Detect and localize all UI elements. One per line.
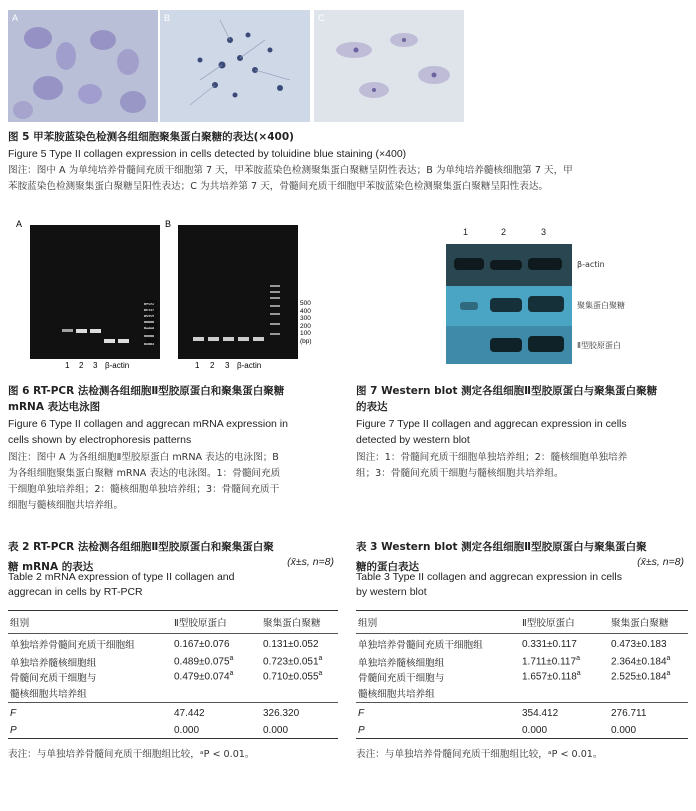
ladder-b-400: 400 [300, 307, 311, 315]
table2-r0-c1: 0.167±0.076 [174, 638, 230, 650]
table3-r2-c2-sup: a [666, 670, 671, 678]
fig6-caption-cn-1: 图 6 RT-PCR 法检测各组细胞Ⅱ型胶原蛋白和聚集蛋白聚糖 [8, 385, 285, 397]
table3-r2-group: 骨髓间充质干细胞与 [358, 672, 445, 684]
fig7-row-label-actin: β-actin [577, 260, 605, 269]
table3-title-cn-1: 表 3 Western blot 测定各组细胞Ⅱ型胶原蛋白与聚集蛋白聚 [356, 541, 647, 553]
table2-col-2: 聚集蛋白聚糖 [263, 618, 321, 629]
fig5-note-line1: 图注：图中 A 为单纯培养骨髓间充质干细胞第 7 天，甲苯胺蓝染色检测聚集蛋白聚糖呈阴性表达；B 为单纯培养髓核细胞第 7 天，甲 [8, 165, 573, 176]
table3-f1: 354.412 [522, 707, 559, 719]
table2-r1-c2: 0.723±0.051 [263, 656, 319, 668]
table3-f-row [356, 703, 688, 724]
fig7-blot [446, 244, 572, 364]
table3-r0-group: 单独培养骨髓间充质干细胞组 [358, 640, 483, 651]
table2-f2: 326.320 [263, 707, 300, 719]
fig6-ladder-b [300, 300, 312, 345]
ladder-b-300: 300 [300, 315, 311, 322]
fig6-note-1: 图注：图中 A 为各组细胞Ⅱ型胶原蛋白 mRNA 表达的电泳图；B [8, 452, 279, 463]
table3 [356, 540, 688, 762]
table-row [8, 654, 338, 669]
table2-footnote: 表注：与单独培养骨髓间充质干细胞组比较，ᵃP < 0.01。 [8, 749, 255, 760]
fig6-gel-a-image [30, 225, 160, 359]
table3-bottom-rule [356, 739, 688, 748]
fig7-note-1: 图注：1：骨髓间充质干细胞单独培养组；2：髓核细胞单独培养 [356, 452, 628, 463]
gel-a-lane-3: 3 [93, 361, 98, 370]
table3-r0-c1: 0.331±0.117 [522, 638, 577, 650]
fig7-row-label-collagen: Ⅱ型胶原蛋白 [577, 341, 621, 350]
fig5-panel-b-image [160, 10, 310, 122]
fig7-blot-image [446, 244, 572, 364]
table-row [356, 684, 688, 703]
table2-r2-group: 骨髓间充质干细胞与 [10, 672, 97, 684]
table3-p2: 0.000 [611, 725, 637, 736]
table2-header [8, 611, 338, 634]
gel-b-lane-1: 1 [195, 361, 200, 370]
table3-r1-c2-sup: a [666, 655, 671, 663]
gel-b-lane-2: 2 [210, 361, 215, 370]
table2-title-en-2: aggrecan in cells by RT-PCR [8, 586, 143, 598]
table3-r2-c2: 2.525±0.184 [611, 671, 667, 683]
table3-p-row [356, 723, 688, 739]
fig5-panel-b [160, 10, 310, 122]
fig6-panel-b-label: B [165, 219, 172, 229]
table-row [8, 634, 338, 655]
table-row [356, 669, 688, 684]
fig7-caption-cn-2: 的表达 [356, 401, 388, 413]
table3-p-label: P [358, 725, 365, 736]
table2-r1-c1: 0.489±0.075 [174, 656, 230, 668]
table2-r2-c1-sup: a [229, 670, 234, 678]
table2-r1-group: 单独培养髓核细胞组 [10, 657, 97, 669]
fig6-gel-a [30, 225, 160, 370]
gel-a-lane-actin: β-actin [105, 361, 130, 370]
fig6-caption-en-1: Figure 6 Type II collagen and aggrecan mRNA expression in [8, 418, 288, 430]
ladder-b-200: 200 [300, 322, 311, 330]
table3-grid [356, 610, 688, 747]
fig6-ladder-a [146, 300, 158, 345]
fig7-lane-3: 3 [541, 227, 547, 237]
fig6-gel-b [178, 225, 298, 370]
table2-r3-group: 髓核细胞共培养组 [10, 689, 87, 700]
table2-f-row [8, 703, 338, 724]
table3-r2-c1: 1.657±0.118 [522, 671, 577, 683]
table2-r0-group: 单独培养骨髓间充质干细胞组 [10, 640, 135, 651]
table2-bottom-rule [8, 739, 338, 748]
table3-f-label: F [358, 707, 365, 719]
table2-r1-c2-sup: a [318, 655, 323, 663]
fig7-caption-en-1: Figure 7 Type II collagen and aggrecan expression in cells [356, 418, 627, 430]
fig5-panel-a [8, 10, 158, 122]
table-row [356, 654, 688, 669]
table2 [8, 540, 338, 762]
fig6-caption-cn-2: mRNA 表达电泳图 [8, 401, 101, 413]
fig5-panel-a-label: A [12, 13, 19, 23]
fig6-caption-en-2: cells shown by electrophoresis patterns [8, 434, 192, 446]
table2-title-en-1: Table 2 mRNA expression of type II collagen and [8, 571, 235, 583]
ladder-a-400: 400 [146, 307, 157, 315]
ladder-a-300: 300 [146, 315, 157, 322]
table2-stat: (x̄±s, n=8) [287, 556, 334, 568]
fig7-lane-1: 1 [463, 227, 469, 237]
table2-r2-c2-sup: a [318, 670, 323, 678]
fig6-note-4: 细胞与髓核细胞共培养组。 [8, 500, 124, 511]
table3-r0-c2: 0.473±0.183 [611, 638, 667, 650]
table3-p1: 0.000 [522, 725, 548, 736]
table3-r2-c1-sup: a [576, 670, 581, 678]
fig7-caption-cn-1: 图 7 Western blot 测定各组细胞Ⅱ型胶原蛋白与聚集蛋白聚糖 [356, 385, 658, 397]
table3-header [356, 611, 688, 634]
table2-f-label: F [10, 707, 17, 719]
ladder-b-bp: (bp) [300, 337, 312, 345]
table-row [356, 634, 688, 655]
fig6-note-2: 为各组细胞聚集蛋白聚糖 mRNA 表达的电泳图。1：骨髓间充质 [8, 468, 281, 479]
fig7-note-2: 组；3：骨髓间充质干细胞与髓核细胞共培养组。 [356, 468, 564, 479]
fig5-panel-c-label: C [318, 13, 325, 23]
fig5-panel-c [314, 10, 464, 122]
table2-col-group: 组别 [10, 618, 30, 629]
gel-b-lane-actin: β-actin [237, 361, 262, 370]
table3-f2: 276.711 [611, 707, 647, 719]
table3-stat: (x̄±s, n=8) [637, 556, 684, 568]
gel-b-lane-3: 3 [225, 361, 230, 370]
table3-r1-group: 单独培养髓核细胞组 [358, 657, 445, 669]
ladder-b-500: 500 [300, 300, 311, 307]
ladder-a-200: 200 [146, 322, 157, 330]
gel-a-lane-2: 2 [79, 361, 84, 370]
table2-col-1: Ⅱ型胶原蛋白 [174, 618, 227, 629]
fig7-caption-en-2: detected by western blot [356, 434, 470, 446]
table2-p-label: P [10, 725, 17, 736]
table3-r1-c1: 1.711±0.117 [522, 656, 577, 668]
fig7-row-label-aggrecan: 聚集蛋白聚糖 [577, 301, 625, 310]
table2-title-cn-1: 表 2 RT-PCR 法检测各组细胞Ⅱ型胶原蛋白和聚集蛋白聚 [8, 541, 274, 553]
fig5-caption-en: Figure 5 Type II collagen expression in cells detected by toluidine blue staining (×400) [8, 148, 407, 160]
table3-footnote: 表注：与单独培养骨髓间充质干细胞组比较，ᵃP < 0.01。 [356, 749, 603, 760]
table2-r1-c1-sup: a [229, 655, 234, 663]
table3-col-group: 组别 [358, 618, 378, 629]
fig5-caption-cn: 图 5 甲苯胺蓝染色检测各组细胞聚集蛋白聚糖的表达(×400) [8, 131, 294, 143]
table2-r2-c1: 0.479±0.074 [174, 671, 230, 683]
fig7-lane-2: 2 [501, 227, 507, 237]
table3-col-2: 聚集蛋白聚糖 [611, 618, 669, 629]
table2-p-row [8, 723, 338, 739]
fig6-note-3: 干细胞单独培养组；2：髓核细胞单独培养组；3：骨髓间充质干 [8, 484, 280, 495]
fig5-note-line2: 苯胺蓝染色检测聚集蛋白聚糖呈阳性表达；C 为共培养第 7 天，骨髓间充质干细胞甲苯胺蓝染色检测聚集蛋白聚糖呈阳性表达。 [8, 181, 549, 192]
table3-title-cn-2: 糖的蛋白表达 [356, 561, 419, 573]
fig5-panel-a-image [8, 10, 158, 122]
fig6-panel-a-label: A [16, 219, 23, 229]
table2-p1: 0.000 [174, 725, 200, 736]
fig6-gel-b-image [178, 225, 298, 359]
table3-r1-c1-sup: a [576, 655, 580, 663]
fig5-panel-c-image [314, 10, 464, 122]
table2-r0-c2: 0.131±0.052 [263, 638, 319, 650]
ladder-a-bp: (bp) [146, 337, 158, 345]
table2-title-cn-2: 糖 mRNA 的表达 [8, 561, 94, 573]
table3-title-en-1: Table 3 Type II collagen and aggrecan expression in cells [356, 571, 622, 583]
gel-a-lane-1: 1 [65, 361, 70, 370]
table2-p2: 0.000 [263, 725, 289, 736]
table3-title-en-2: by western blot [356, 586, 427, 598]
table2-grid [8, 610, 338, 747]
ladder-a-500: 500 [146, 300, 157, 307]
table-row [8, 669, 338, 684]
table3-r3-group: 髓核细胞共培养组 [358, 689, 435, 700]
table2-f1: 47.442 [174, 707, 205, 719]
table3-r1-c2: 2.364±0.184 [611, 656, 667, 668]
ladder-a-100: 100 [146, 330, 157, 337]
table2-r2-c2: 0.710±0.055 [263, 671, 319, 683]
ladder-b-100: 100 [300, 330, 311, 337]
table-row [8, 684, 338, 703]
fig5-panel-b-label: B [164, 13, 171, 23]
table3-col-1: Ⅱ型胶原蛋白 [522, 618, 575, 629]
